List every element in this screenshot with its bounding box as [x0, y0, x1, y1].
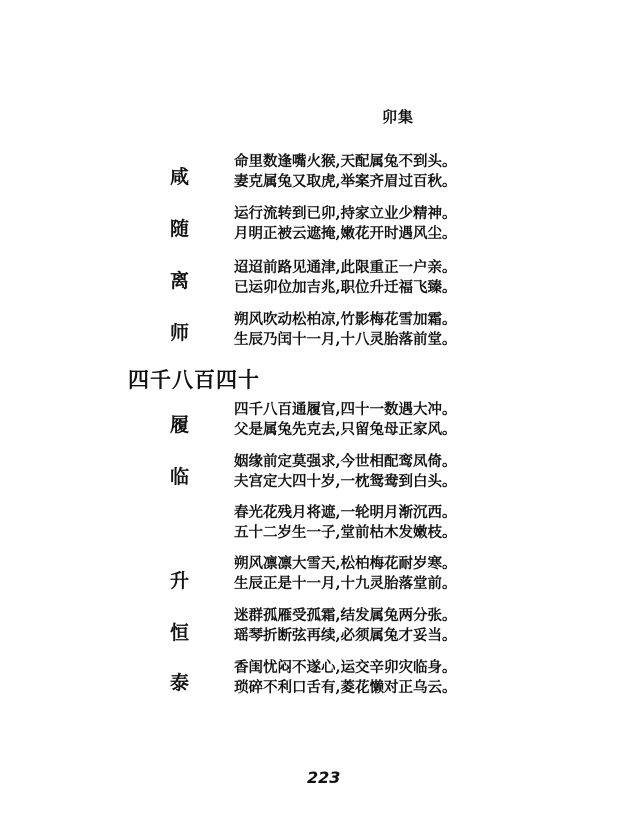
verse-line: 朔风吹动松柏凉,竹影梅花雪加霜。 [234, 311, 457, 328]
verse-block [234, 204, 624, 244]
verse-block [234, 452, 624, 492]
verse-line: 迢迢前路见通津,此限重正一户亲。 [234, 259, 457, 276]
hexagram-label: 恒 [170, 622, 190, 644]
hexagram-label: 咸 [170, 166, 190, 188]
verse-line: 运行流转到已卯,持家立业少精神。 [234, 205, 457, 222]
verse-line: 妻克属兔又取虎,举案齐眉过百秋。 [234, 173, 457, 190]
verse-line: 迷群孤雁受孤霜,结发属兔两分张。 [234, 607, 457, 624]
verse-line: 琐碎不利口舌有,菱花懒对正乌云。 [234, 679, 457, 696]
verse-block [234, 554, 624, 594]
verse-block [234, 400, 624, 440]
verse-line: 四千八百通履官,四十一数遇大冲。 [234, 401, 457, 418]
hexagram-label: 履 [170, 414, 190, 436]
verse-block [234, 310, 624, 350]
verse-line: 春光花残月将遮,一轮明月渐沉西。 [234, 504, 457, 521]
verse-block [234, 258, 624, 298]
verse-line: 夫宫定大四十岁,一枕鸳鸯到白头。 [234, 473, 457, 490]
verse-block [234, 606, 624, 646]
verse-line: 生辰乃闰十一月,十八灵胎落前堂。 [234, 331, 457, 348]
hexagram-label: 升 [170, 570, 190, 592]
verse-line: 姻缘前定莫强求,今世相配鸾凤倚。 [234, 453, 457, 470]
verse-line: 朔风凛凛大雪天,松柏梅花耐岁寒。 [234, 555, 457, 572]
verse-line: 香闺忧闷不遂心,运交辛卯灾临身。 [234, 659, 457, 676]
verse-line: 月明正被云遮掩,嫩花开时遇风尘。 [234, 225, 457, 242]
verse-line: 生辰正是十一月,十九灵胎落堂前。 [234, 575, 457, 592]
page-header: 卯集 [382, 108, 415, 126]
hexagram-label: 泰 [170, 672, 190, 694]
verse-line: 已运卯位加吉兆,职位升迁福飞臻。 [234, 279, 457, 296]
hexagram-label: 随 [170, 218, 190, 240]
verse-line: 五十二岁生一子,堂前枯木发嫩枝。 [234, 524, 457, 541]
section-title: 四千八百四十 [128, 367, 260, 392]
verse-block [234, 152, 624, 192]
hexagram-label: 师 [170, 322, 190, 344]
verse-line: 瑶琴折断弦再续,必须属兔才妥当。 [234, 627, 457, 644]
verse-block [234, 503, 624, 543]
page-number: 223 [307, 768, 341, 787]
verse-line: 命里数逢嘴火猴,天配属兔不到头。 [234, 153, 457, 170]
hexagram-label: 离 [170, 270, 190, 292]
verse-line: 父是属兔先克去,只留兔母正家风。 [234, 421, 457, 438]
verse-block [234, 658, 624, 698]
hexagram-label: 临 [170, 466, 190, 488]
